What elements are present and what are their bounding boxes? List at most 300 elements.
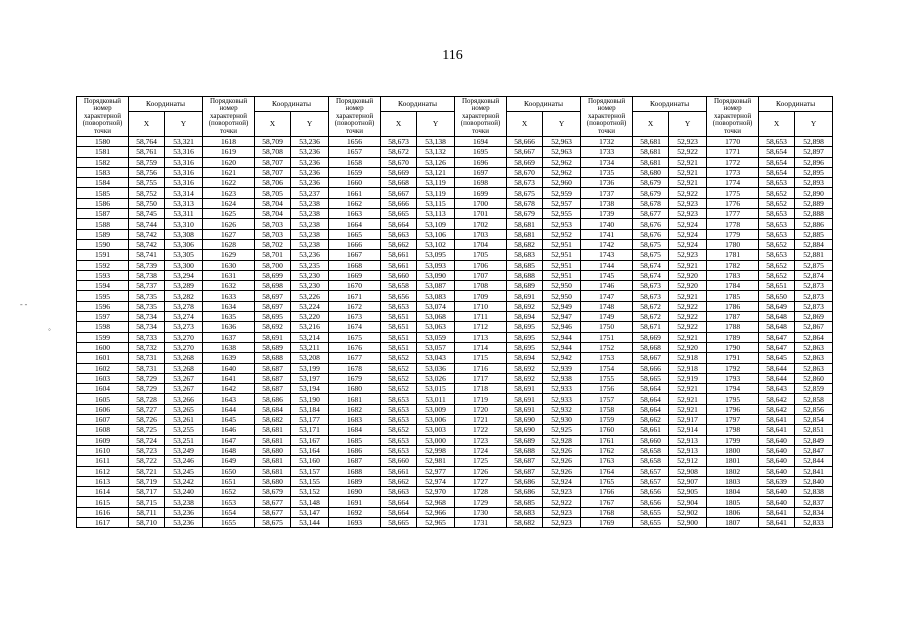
point-number-cell: 1743 <box>581 250 633 260</box>
y-cell: 52,922 <box>669 322 707 332</box>
point-number-cell: 1796 <box>707 404 759 414</box>
x-cell: 58,741 <box>129 250 165 260</box>
y-cell: 53,036 <box>417 363 455 373</box>
y-cell: 53,274 <box>165 312 203 322</box>
point-number-cell: 1596 <box>77 301 129 311</box>
table-row <box>77 209 833 219</box>
y-cell: 53,261 <box>165 415 203 425</box>
y-cell: 52,864 <box>795 332 833 342</box>
y-cell: 52,897 <box>795 147 833 157</box>
scan-artifact-mark: ◦ <box>48 325 51 334</box>
point-number-cell: 1651 <box>203 476 255 486</box>
point-number-cell: 1726 <box>455 466 507 476</box>
x-cell: 58,691 <box>507 394 543 404</box>
point-number-cell: 1751 <box>581 332 633 342</box>
x-cell: 58,640 <box>759 466 795 476</box>
y-cell: 52,902 <box>669 507 707 517</box>
point-number-cell: 1714 <box>455 342 507 352</box>
x-cell: 58,686 <box>507 487 543 497</box>
y-cell: 52,944 <box>543 342 581 352</box>
point-number-cell: 1754 <box>581 363 633 373</box>
y-cell: 52,873 <box>795 301 833 311</box>
point-number-cell: 1764 <box>581 466 633 476</box>
y-cell: 52,924 <box>669 239 707 249</box>
table-row <box>77 147 833 157</box>
x-cell: 58,673 <box>633 291 669 301</box>
x-cell: 58,641 <box>759 517 795 527</box>
point-number-cell: 1798 <box>707 425 759 435</box>
y-cell: 52,951 <box>543 239 581 249</box>
point-number-cell: 1693 <box>329 517 381 527</box>
point-number-cell: 1797 <box>707 415 759 425</box>
header-point-number: Порядковый номер характерной (поворотной) точки <box>203 97 255 137</box>
x-cell: 58,679 <box>255 487 291 497</box>
x-cell: 58,705 <box>255 188 291 198</box>
y-cell: 53,265 <box>165 404 203 414</box>
x-cell: 58,650 <box>759 291 795 301</box>
point-number-cell: 1685 <box>329 435 381 445</box>
y-cell: 52,921 <box>669 291 707 301</box>
y-cell: 53,242 <box>165 476 203 486</box>
y-cell: 52,896 <box>795 157 833 167</box>
point-number-cell: 1800 <box>707 445 759 455</box>
y-cell: 52,923 <box>543 487 581 497</box>
point-number-cell: 1713 <box>455 332 507 342</box>
y-cell: 53,063 <box>417 322 455 332</box>
point-number-cell: 1641 <box>203 373 255 383</box>
table-row <box>77 332 833 342</box>
x-cell: 58,731 <box>129 363 165 373</box>
point-number-cell: 1610 <box>77 445 129 455</box>
x-cell: 58,695 <box>507 342 543 352</box>
x-cell: 58,686 <box>507 476 543 486</box>
point-number-cell: 1642 <box>203 384 255 394</box>
y-cell: 53,006 <box>417 415 455 425</box>
point-number-cell: 1779 <box>707 229 759 239</box>
y-cell: 53,197 <box>291 373 329 383</box>
point-number-cell: 1686 <box>329 445 381 455</box>
point-number-cell: 1771 <box>707 147 759 157</box>
y-cell: 52,847 <box>795 445 833 455</box>
y-cell: 52,905 <box>669 487 707 497</box>
header-point-number: Порядковый номер характерной (поворотной) точки <box>455 97 507 137</box>
y-cell: 52,926 <box>543 466 581 476</box>
table-row <box>77 394 833 404</box>
y-cell: 52,920 <box>669 281 707 291</box>
x-cell: 58,734 <box>129 312 165 322</box>
y-cell: 52,950 <box>543 291 581 301</box>
point-number-cell: 1718 <box>455 384 507 394</box>
y-cell: 52,977 <box>417 466 455 476</box>
x-cell: 58,675 <box>255 517 291 527</box>
y-cell: 52,947 <box>543 312 581 322</box>
x-cell: 58,681 <box>255 456 291 466</box>
x-cell: 58,692 <box>255 322 291 332</box>
x-cell: 58,699 <box>255 270 291 280</box>
table-row <box>77 404 833 414</box>
table-row <box>77 178 833 188</box>
point-number-cell: 1791 <box>707 353 759 363</box>
x-cell: 58,701 <box>255 250 291 260</box>
y-cell: 53,057 <box>417 342 455 352</box>
x-cell: 58,675 <box>507 188 543 198</box>
x-cell: 58,685 <box>507 497 543 507</box>
y-cell: 52,921 <box>669 404 707 414</box>
x-cell: 58,653 <box>759 250 795 260</box>
y-cell: 53,316 <box>165 167 203 177</box>
point-number-cell: 1782 <box>707 260 759 270</box>
y-cell: 52,885 <box>795 229 833 239</box>
x-cell: 58,644 <box>759 373 795 383</box>
y-cell: 52,918 <box>669 353 707 363</box>
point-number-cell: 1584 <box>77 178 129 188</box>
y-cell: 53,237 <box>291 188 329 198</box>
x-cell: 58,642 <box>759 404 795 414</box>
x-cell: 58,698 <box>255 281 291 291</box>
point-number-cell: 1605 <box>77 394 129 404</box>
x-cell: 58,661 <box>381 466 417 476</box>
y-cell: 53,115 <box>417 198 455 208</box>
x-cell: 58,691 <box>255 332 291 342</box>
y-cell: 52,922 <box>669 188 707 198</box>
y-cell: 53,236 <box>291 167 329 177</box>
x-cell: 58,680 <box>255 476 291 486</box>
x-cell: 58,737 <box>129 281 165 291</box>
x-cell: 58,658 <box>381 281 417 291</box>
table-row <box>77 497 833 507</box>
point-number-cell: 1676 <box>329 342 381 352</box>
x-cell: 58,697 <box>255 301 291 311</box>
x-cell: 58,668 <box>633 342 669 352</box>
x-cell: 58,682 <box>507 239 543 249</box>
table-row <box>77 137 833 147</box>
x-cell: 58,651 <box>381 332 417 342</box>
y-cell: 52,923 <box>669 209 707 219</box>
y-cell: 53,267 <box>165 373 203 383</box>
point-number-cell: 1609 <box>77 435 129 445</box>
point-number-cell: 1664 <box>329 219 381 229</box>
point-number-cell: 1806 <box>707 507 759 517</box>
y-cell: 52,918 <box>669 363 707 373</box>
point-number-cell: 1728 <box>455 487 507 497</box>
x-cell: 58,681 <box>633 137 669 147</box>
point-number-cell: 1770 <box>707 137 759 147</box>
x-cell: 58,731 <box>129 353 165 363</box>
y-cell: 53,316 <box>165 178 203 188</box>
x-cell: 58,686 <box>255 394 291 404</box>
x-cell: 58,654 <box>759 157 795 167</box>
point-number-cell: 1765 <box>581 476 633 486</box>
x-cell: 58,668 <box>381 178 417 188</box>
header-point-number: Порядковый номер характерной (поворотной) точки <box>707 97 759 137</box>
point-number-cell: 1702 <box>455 219 507 229</box>
x-cell: 58,645 <box>759 353 795 363</box>
x-cell: 58,662 <box>381 239 417 249</box>
point-number-cell: 1661 <box>329 188 381 198</box>
point-number-cell: 1583 <box>77 167 129 177</box>
y-cell: 53,003 <box>417 425 455 435</box>
point-number-cell: 1627 <box>203 229 255 239</box>
point-number-cell: 1715 <box>455 353 507 363</box>
x-cell: 58,729 <box>129 373 165 383</box>
x-cell: 58,678 <box>507 198 543 208</box>
x-cell: 58,677 <box>255 497 291 507</box>
x-cell: 58,681 <box>507 219 543 229</box>
header-x: X <box>759 112 795 137</box>
y-cell: 53,316 <box>165 147 203 157</box>
point-number-cell: 1590 <box>77 239 129 249</box>
y-cell: 52,951 <box>543 270 581 280</box>
x-cell: 58,711 <box>129 507 165 517</box>
point-number-cell: 1719 <box>455 394 507 404</box>
x-cell: 58,640 <box>759 497 795 507</box>
point-number-cell: 1744 <box>581 260 633 270</box>
x-cell: 58,722 <box>129 456 165 466</box>
y-cell: 52,921 <box>669 178 707 188</box>
point-number-cell: 1629 <box>203 250 255 260</box>
y-cell: 52,917 <box>669 415 707 425</box>
x-cell: 58,707 <box>255 167 291 177</box>
x-cell: 58,687 <box>507 456 543 466</box>
y-cell: 52,998 <box>417 445 455 455</box>
y-cell: 52,955 <box>543 209 581 219</box>
y-cell: 53,190 <box>291 394 329 404</box>
y-cell: 52,849 <box>795 435 833 445</box>
x-cell: 58,640 <box>759 445 795 455</box>
x-cell: 58,734 <box>129 322 165 332</box>
point-number-cell: 1778 <box>707 219 759 229</box>
point-number-cell: 1632 <box>203 281 255 291</box>
x-cell: 58,652 <box>759 260 795 270</box>
y-cell: 53,090 <box>417 270 455 280</box>
y-cell: 52,930 <box>543 415 581 425</box>
y-cell: 53,313 <box>165 198 203 208</box>
point-number-cell: 1690 <box>329 487 381 497</box>
x-cell: 58,661 <box>381 250 417 260</box>
x-cell: 58,664 <box>381 497 417 507</box>
point-number-cell: 1723 <box>455 435 507 445</box>
x-cell: 58,652 <box>759 239 795 249</box>
y-cell: 53,236 <box>291 250 329 260</box>
x-cell: 58,662 <box>381 476 417 486</box>
point-number-cell: 1644 <box>203 404 255 414</box>
x-cell: 58,663 <box>381 229 417 239</box>
y-cell: 53,238 <box>291 198 329 208</box>
x-cell: 58,652 <box>381 373 417 383</box>
x-cell: 58,681 <box>633 147 669 157</box>
y-cell: 52,920 <box>669 342 707 352</box>
table-row <box>77 219 833 229</box>
table-row <box>77 466 833 476</box>
x-cell: 58,651 <box>381 312 417 322</box>
y-cell: 52,844 <box>795 456 833 466</box>
y-cell: 53,294 <box>165 270 203 280</box>
y-cell: 52,895 <box>795 167 833 177</box>
point-number-cell: 1588 <box>77 219 129 229</box>
y-cell: 53,321 <box>165 137 203 147</box>
x-cell: 58,640 <box>759 456 795 466</box>
point-number-cell: 1741 <box>581 229 633 239</box>
y-cell: 53,235 <box>291 260 329 270</box>
point-number-cell: 1740 <box>581 219 633 229</box>
point-number-cell: 1773 <box>707 167 759 177</box>
x-cell: 58,704 <box>255 198 291 208</box>
point-number-cell: 1581 <box>77 147 129 157</box>
point-number-cell: 1804 <box>707 487 759 497</box>
x-cell: 58,688 <box>507 445 543 455</box>
y-cell: 53,282 <box>165 291 203 301</box>
point-number-cell: 1768 <box>581 507 633 517</box>
point-number-cell: 1679 <box>329 373 381 383</box>
point-number-cell: 1658 <box>329 157 381 167</box>
point-number-cell: 1747 <box>581 291 633 301</box>
y-cell: 53,316 <box>165 157 203 167</box>
x-cell: 58,692 <box>507 301 543 311</box>
y-cell: 52,921 <box>669 394 707 404</box>
x-cell: 58,653 <box>381 301 417 311</box>
y-cell: 52,963 <box>543 137 581 147</box>
x-cell: 58,719 <box>129 476 165 486</box>
y-cell: 53,184 <box>291 404 329 414</box>
x-cell: 58,666 <box>507 137 543 147</box>
y-cell: 53,310 <box>165 219 203 229</box>
y-cell: 52,875 <box>795 260 833 270</box>
point-number-cell: 1694 <box>455 137 507 147</box>
x-cell: 58,656 <box>381 291 417 301</box>
point-number-cell: 1586 <box>77 198 129 208</box>
point-number-cell: 1759 <box>581 415 633 425</box>
y-cell: 53,238 <box>291 209 329 219</box>
point-number-cell: 1757 <box>581 394 633 404</box>
point-number-cell: 1705 <box>455 250 507 260</box>
point-number-cell: 1762 <box>581 445 633 455</box>
y-cell: 53,267 <box>165 384 203 394</box>
x-cell: 58,695 <box>255 312 291 322</box>
x-cell: 58,728 <box>129 394 165 404</box>
y-cell: 53,167 <box>291 435 329 445</box>
header-coordinates: Координаты <box>381 97 455 112</box>
point-number-cell: 1647 <box>203 435 255 445</box>
y-cell: 52,950 <box>543 281 581 291</box>
point-number-cell: 1595 <box>77 291 129 301</box>
x-cell: 58,647 <box>759 342 795 352</box>
point-number-cell: 1772 <box>707 157 759 167</box>
x-cell: 58,652 <box>759 270 795 280</box>
header-x: X <box>255 112 291 137</box>
x-cell: 58,672 <box>381 147 417 157</box>
point-number-cell: 1763 <box>581 456 633 466</box>
coordinates-table <box>76 96 833 528</box>
x-cell: 58,669 <box>507 157 543 167</box>
point-number-cell: 1678 <box>329 363 381 373</box>
point-number-cell: 1687 <box>329 456 381 466</box>
y-cell: 52,913 <box>669 445 707 455</box>
x-cell: 58,695 <box>507 322 543 332</box>
x-cell: 58,742 <box>129 239 165 249</box>
x-cell: 58,689 <box>507 281 543 291</box>
x-cell: 58,640 <box>759 487 795 497</box>
y-cell: 52,938 <box>543 373 581 383</box>
x-cell: 58,690 <box>507 425 543 435</box>
y-cell: 53,220 <box>291 312 329 322</box>
x-cell: 58,657 <box>633 466 669 476</box>
table-row <box>77 415 833 425</box>
x-cell: 58,655 <box>633 517 669 527</box>
x-cell: 58,694 <box>507 353 543 363</box>
point-number-cell: 1621 <box>203 167 255 177</box>
x-cell: 58,677 <box>255 507 291 517</box>
y-cell: 52,922 <box>669 312 707 322</box>
point-number-cell: 1734 <box>581 157 633 167</box>
header-y: Y <box>669 112 707 137</box>
y-cell: 52,923 <box>543 517 581 527</box>
x-cell: 58,662 <box>633 415 669 425</box>
point-number-cell: 1684 <box>329 425 381 435</box>
x-cell: 58,680 <box>633 167 669 177</box>
y-cell: 52,921 <box>669 332 707 342</box>
point-number-cell: 1784 <box>707 281 759 291</box>
x-cell: 58,681 <box>255 425 291 435</box>
y-cell: 52,881 <box>795 250 833 260</box>
table-row <box>77 301 833 311</box>
y-cell: 52,951 <box>543 260 581 270</box>
point-number-cell: 1758 <box>581 404 633 414</box>
header-y: Y <box>291 112 329 137</box>
x-cell: 58,661 <box>381 260 417 270</box>
y-cell: 52,874 <box>795 270 833 280</box>
point-number-cell: 1592 <box>77 260 129 270</box>
y-cell: 52,944 <box>543 332 581 342</box>
x-cell: 58,672 <box>633 301 669 311</box>
point-number-cell: 1729 <box>455 497 507 507</box>
x-cell: 58,682 <box>507 517 543 527</box>
point-number-cell: 1722 <box>455 425 507 435</box>
y-cell: 52,921 <box>669 167 707 177</box>
y-cell: 53,236 <box>291 178 329 188</box>
x-cell: 58,660 <box>381 270 417 280</box>
y-cell: 53,074 <box>417 301 455 311</box>
y-cell: 53,311 <box>165 209 203 219</box>
y-cell: 53,147 <box>291 507 329 517</box>
point-number-cell: 1648 <box>203 445 255 455</box>
y-cell: 53,164 <box>291 445 329 455</box>
point-number-cell: 1660 <box>329 178 381 188</box>
y-cell: 52,921 <box>669 260 707 270</box>
x-cell: 58,652 <box>381 425 417 435</box>
x-cell: 58,681 <box>633 157 669 167</box>
table-row <box>77 445 833 455</box>
y-cell: 52,913 <box>669 435 707 445</box>
x-cell: 58,647 <box>759 332 795 342</box>
point-number-cell: 1594 <box>77 281 129 291</box>
x-cell: 58,672 <box>633 312 669 322</box>
point-number-cell: 1706 <box>455 260 507 270</box>
y-cell: 52,920 <box>669 270 707 280</box>
table-row <box>77 517 833 527</box>
x-cell: 58,665 <box>381 517 417 527</box>
x-cell: 58,644 <box>759 363 795 373</box>
x-cell: 58,664 <box>381 507 417 517</box>
y-cell: 52,963 <box>543 147 581 157</box>
point-number-cell: 1671 <box>329 291 381 301</box>
y-cell: 52,924 <box>669 229 707 239</box>
y-cell: 53,230 <box>291 270 329 280</box>
point-number-cell: 1766 <box>581 487 633 497</box>
y-cell: 53,306 <box>165 239 203 249</box>
point-number-cell: 1795 <box>707 394 759 404</box>
x-cell: 58,669 <box>381 167 417 177</box>
x-cell: 58,679 <box>633 188 669 198</box>
